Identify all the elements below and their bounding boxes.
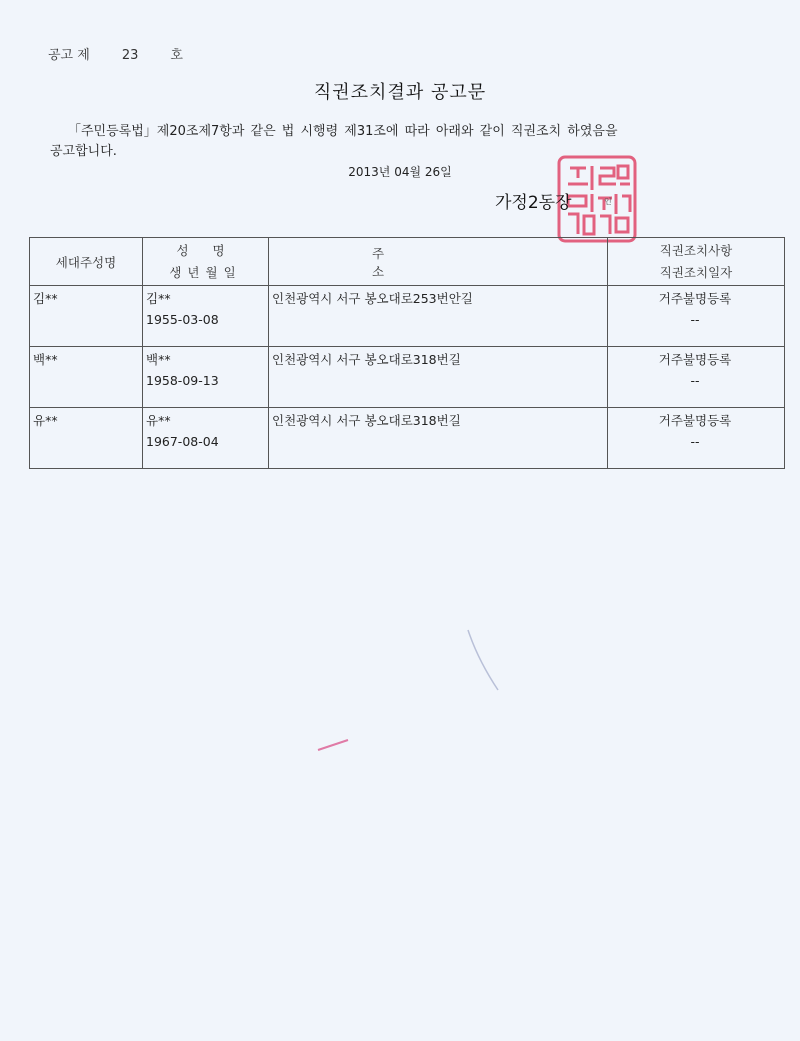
cell-birth: 1955-03-08 [146,312,219,327]
cell-name: 백** [146,352,171,367]
header-action-type: 직권조치사항 [659,242,733,258]
scan-mark [318,740,348,750]
cell-address: 인천광역시 서구 봉오대로253번안길 [269,286,608,347]
notice-number-value: 23 [121,48,139,63]
notice-prefix: 공고 제 [48,48,90,63]
cell-name-birth [143,347,269,408]
signer-in-mark: 인 [604,197,612,206]
cell-householder: 백** [30,347,143,408]
cell-birth: 1967-08-04 [146,434,219,449]
body-text-line2: 공고합니다. [50,144,117,159]
cell-action [608,286,785,347]
cell-action-date: -- [690,434,700,449]
page-title: 직권조치결과 공고문 [313,82,487,103]
table-row [30,347,785,408]
cell-action-date: -- [690,373,700,388]
header-address-text: 주 소 [371,245,505,279]
notice-suffix: 호 [170,48,183,63]
cell-action-date: -- [690,312,700,327]
scan-marks [300,620,540,760]
result-table [29,237,785,469]
header-name-birth [143,238,269,286]
header-name: 성 명 [176,242,235,258]
cell-action-type: 거주불명등록 [658,291,732,306]
scan-mark [468,630,498,690]
cell-name-birth [143,408,269,469]
header-action [608,238,785,286]
cell-action-type: 거주불명등록 [658,352,732,367]
cell-action-type: 거주불명등록 [658,413,732,428]
body-text-line1: 「주민등록법」제20조제7항과 같은 법 시행령 제31조에 따라 아래와 같이 직권조치 하였음을 [68,124,618,139]
header-householder: 세대주성명 [30,238,143,286]
table-header-row [30,238,785,286]
cell-householder: 김** [30,286,143,347]
cell-action [608,408,785,469]
cell-address: 인천광역시 서구 봉오대로318번길 [269,347,608,408]
cell-address: 인천광역시 서구 봉오대로318번길 [269,408,608,469]
cell-action [608,347,785,408]
table-row [30,408,785,469]
table-row [30,286,785,347]
header-action-date: 직권조치일자 [659,264,733,280]
signer-title: 가정2동장 [495,193,572,213]
header-birth: 생년월일 [169,264,242,280]
notice-number [48,44,183,63]
cell-name: 김** [146,291,171,306]
notice-date: 2013년 04월 26일 [348,165,452,179]
header-address [269,238,608,286]
cell-birth: 1958-09-13 [146,373,219,388]
cell-householder: 유** [30,408,143,469]
cell-name-birth [143,286,269,347]
cell-name: 유** [146,413,171,428]
